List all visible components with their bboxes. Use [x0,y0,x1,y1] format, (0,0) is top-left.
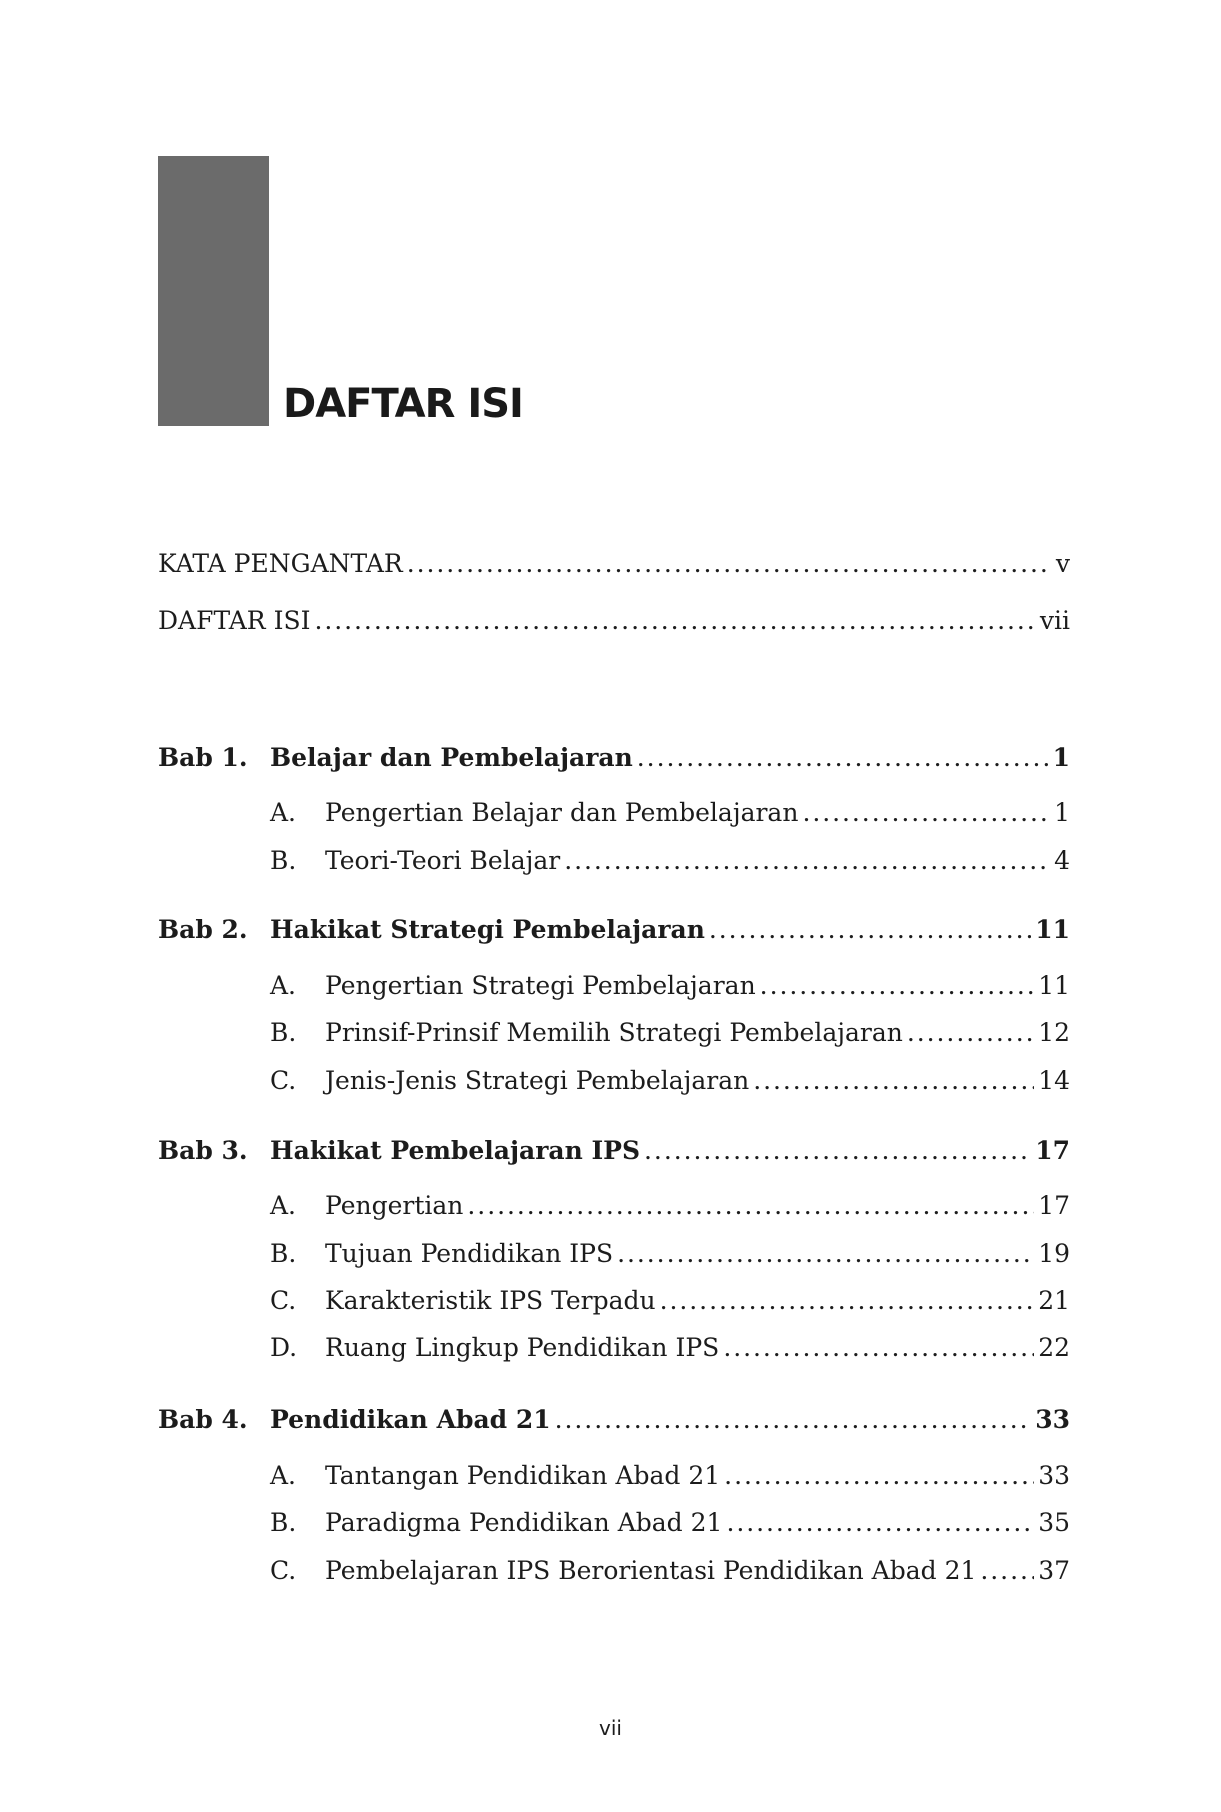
toc-section[interactable] [270,846,1070,875]
section-letter: A. [270,1191,297,1220]
toc-page-number: 14 [1038,1066,1070,1095]
section-letter: C. [270,1556,297,1585]
toc-page-number: vii [1039,606,1070,635]
chapter-number: Bab 2. [158,915,248,944]
toc-page-number: v [1055,549,1070,578]
section-letter: A. [270,971,297,1000]
dot-leader [980,1556,1034,1585]
toc-section[interactable] [270,1461,1070,1490]
dot-leader [407,549,1052,578]
toc-page-number: 33 [1035,1405,1070,1434]
toc-page-number: 17 [1038,1191,1070,1220]
chapter-title: Hakikat Pembelajaran IPS [270,1136,641,1165]
toc-section[interactable] [270,971,1070,1000]
page-title: DAFTAR ISI [283,381,523,427]
section-title: Tantangan Pendidikan Abad 21 [325,1461,721,1490]
toc-chapter-4[interactable] [158,1405,1070,1434]
toc-page-number: 19 [1038,1239,1070,1268]
page-number-footer: vii [599,1716,622,1740]
toc-entry-title: DAFTAR ISI [158,606,311,635]
dot-leader [467,1191,1034,1220]
dot-leader [802,798,1050,827]
toc-section[interactable] [270,1066,1070,1095]
dot-leader [644,1136,1031,1165]
toc-section[interactable] [270,1018,1070,1047]
dot-leader [617,1239,1034,1268]
section-title: Tujuan Pendidikan IPS [325,1239,614,1268]
section-title: Ruang Lingkup Pendidikan IPS [325,1333,720,1362]
table-of-contents [158,0,1070,1812]
chapter-title: Hakikat Strategi Pembelajaran [270,915,705,944]
toc-page-number: 11 [1035,915,1070,944]
dot-leader [907,1018,1034,1047]
toc-section[interactable] [270,1286,1070,1315]
section-letter: A. [270,798,297,827]
toc-page-number: 35 [1038,1508,1070,1537]
section-title: Pengertian Strategi Pembelajaran [325,971,756,1000]
toc-page-number: 1 [1054,798,1070,827]
section-title: Karakteristik IPS Terpadu [325,1286,656,1315]
section-letter: B. [270,1018,297,1047]
dot-leader [637,743,1049,772]
toc-chapter-2[interactable] [158,915,1070,944]
section-letter: B. [270,1239,297,1268]
toc-page-number: 12 [1038,1018,1070,1047]
section-letter: A. [270,1461,297,1490]
section-title: Paradigma Pendidikan Abad 21 [325,1508,723,1537]
toc-page-number: 1 [1052,743,1070,772]
toc-section[interactable] [270,1508,1070,1537]
dot-leader [753,1066,1034,1095]
section-letter: B. [270,1508,297,1537]
section-letter: C. [270,1286,297,1315]
toc-page-number: 37 [1038,1556,1070,1585]
toc-entry-kata-pengantar[interactable] [158,549,1070,578]
toc-section[interactable] [270,1333,1070,1362]
toc-page-number: 4 [1054,846,1070,875]
section-title: Jenis-Jenis Strategi Pembelajaran [325,1066,750,1095]
dot-leader [709,915,1031,944]
chapter-number: Bab 1. [158,743,248,772]
toc-page-number: 21 [1038,1286,1070,1315]
section-letter: C. [270,1066,297,1095]
dot-leader [660,1286,1035,1315]
dot-leader [726,1508,1034,1537]
section-title: Prinsif-Prinsif Memilih Strategi Pembelajaran [325,1018,903,1047]
chapter-title: Belajar dan Pembelajaran [270,743,633,772]
toc-chapter-1[interactable] [158,743,1070,772]
dot-leader [564,846,1050,875]
section-title: Pengertian [325,1191,464,1220]
toc-section[interactable] [270,798,1070,827]
section-letter: B. [270,846,297,875]
toc-page-number: 22 [1038,1333,1070,1362]
chapter-title: Pendidikan Abad 21 [270,1405,551,1434]
dot-leader [555,1405,1032,1434]
section-title: Pembelajaran IPS Berorientasi Pendidikan Abad 21 [325,1556,977,1585]
dot-leader [314,606,1035,635]
toc-page-number: 33 [1038,1461,1070,1490]
dot-leader [724,1461,1034,1490]
section-letter: D. [270,1333,298,1362]
toc-section[interactable] [270,1556,1070,1585]
toc-chapter-3[interactable] [158,1136,1070,1165]
section-title: Pengertian Belajar dan Pembelajaran [325,798,799,827]
toc-entry-title: KATA PENGANTAR [158,549,403,578]
toc-entry-daftar-isi[interactable] [158,606,1070,635]
dot-leader [723,1333,1034,1362]
chapter-number: Bab 3. [158,1136,248,1165]
toc-page-number: 11 [1038,971,1070,1000]
toc-section[interactable] [270,1191,1070,1220]
chapter-number: Bab 4. [158,1405,248,1434]
section-title: Teori-Teori Belajar [325,846,561,875]
toc-section[interactable] [270,1239,1070,1268]
dot-leader [760,971,1035,1000]
toc-page-number: 17 [1035,1136,1070,1165]
